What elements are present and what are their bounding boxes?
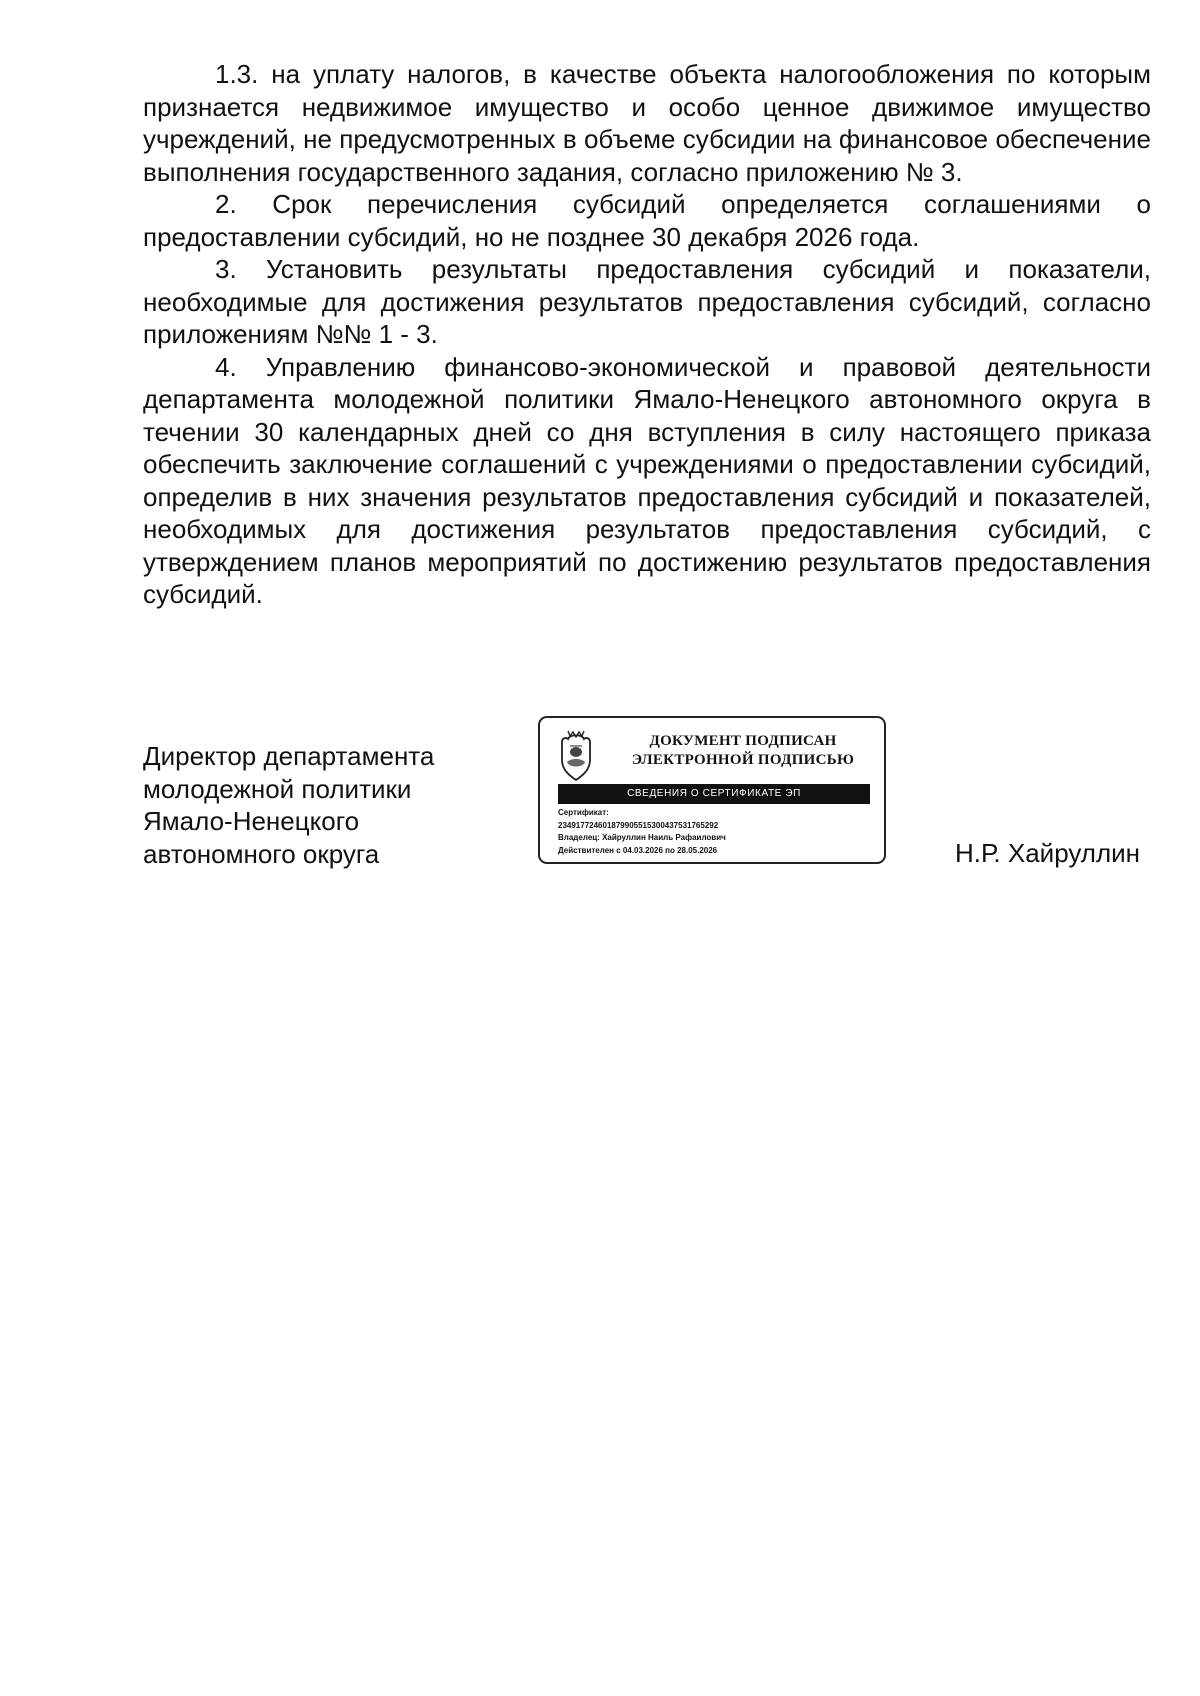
signer-name: Н.Р. Хайруллин xyxy=(955,838,1141,868)
paragraph-3: 3. Установить результаты предоставления субсидий и показатели, необходимые для достижения результатов предоставления субсидий, согласно приложениям №№ 1 - 3. xyxy=(143,254,1151,349)
signer-position-line: Ямало-Ненецкого xyxy=(143,806,360,836)
coat-of-arms-icon xyxy=(556,728,596,782)
certificate-validity: Действителен с 04.03.2026 по 28.05.2026 xyxy=(558,845,718,855)
signer-position-line: автономного округа xyxy=(143,838,380,869)
document-body xyxy=(143,58,1151,611)
signer-position-line: молодежной политики xyxy=(143,773,412,804)
electronic-signature-stamp xyxy=(538,716,886,864)
certificate-info-bar: СВЕДЕНИЯ О СЕРТИФИКАТЕ ЭП xyxy=(558,784,870,804)
certificate-owner: Владелец: Хайруллин Наиль Рафаилович xyxy=(558,833,726,842)
paragraph-4: 4. Управлению финансово-экономической и правовой деятельности департамента молодежной политики Ямало-Ненецкого автономного округа в течении 30 календарных дней со дня вступления в силу настоящего приказа обеспечить заключение соглашений с учреждениями о предоставлении субсидий, определив в них значения результатов предоставления субсидий и показателей, необходимых для достижения результатов предоставления субсидий, с утверждением планов мероприятий по достижению результатов предоставления субсидий. xyxy=(143,351,1151,609)
paragraph-1-3: 1.3. на уплату налогов, в качестве объекта налогообложения по которым признается недвижимое имущество и особо ценное движимое имущество учреждений, не предусмотренных в объеме субсидии на финансовое обеспечение выполнения государственного задания, согласно приложению № 3. xyxy=(143,59,1151,187)
stamp-title xyxy=(608,732,878,770)
signer-position xyxy=(143,740,434,870)
certificate-number: 234917724601879905515300437531765292 xyxy=(558,820,719,830)
certificate-label: Сертификат: xyxy=(558,808,609,817)
signer-position-line: Директор департамента xyxy=(143,741,435,771)
stamp-title-line: ДОКУМЕНТ ПОДПИСАН xyxy=(649,733,837,749)
stamp-title-line: ЭЛЕКТРОННОЙ ПОДПИСЬЮ xyxy=(631,752,855,768)
certificate-details xyxy=(558,807,878,857)
paragraph-2: 2. Срок перечисления субсидий определяется соглашениями о предоставлении субсидий, но не позднее 30 декабря 2026 года. xyxy=(143,189,1151,252)
